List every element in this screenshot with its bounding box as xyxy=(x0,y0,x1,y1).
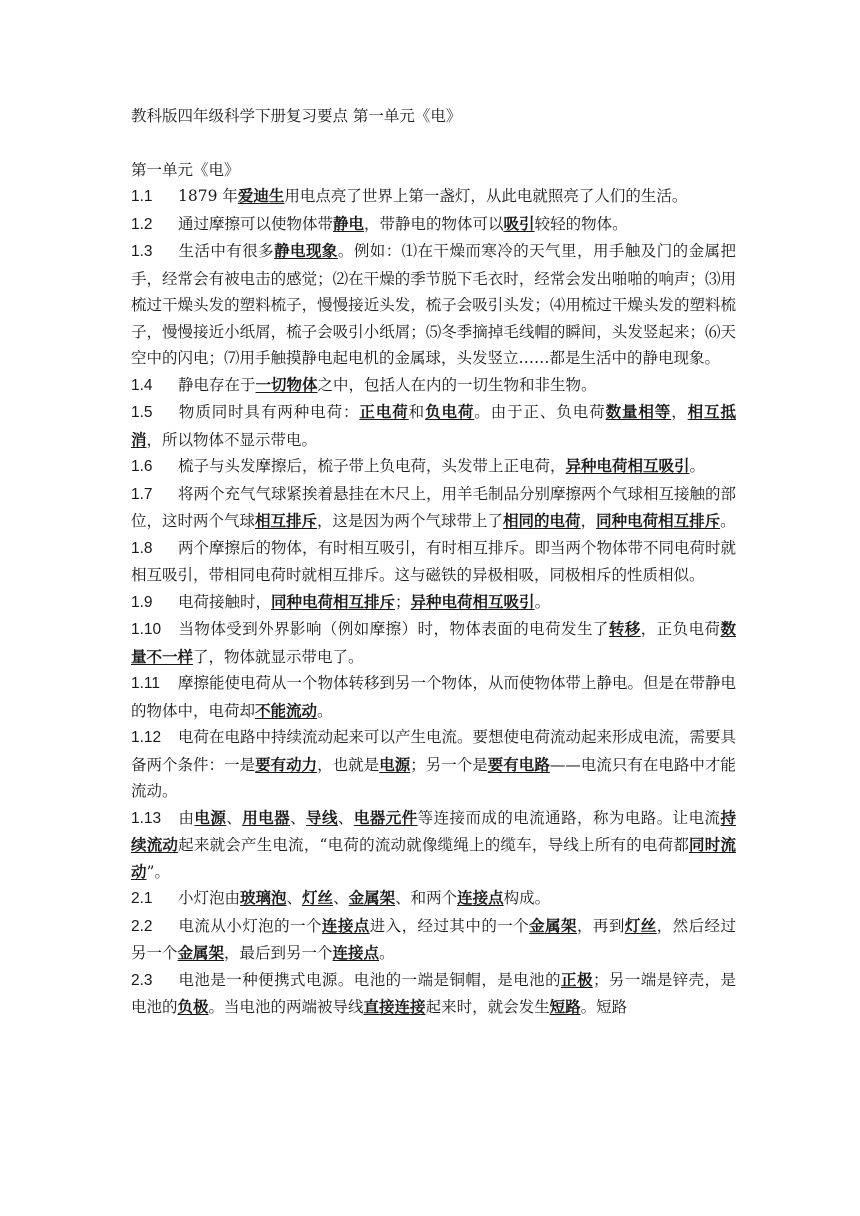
key-term: 不能流动 xyxy=(255,700,318,720)
paragraph-number: 1.13 xyxy=(131,809,162,827)
paragraph xyxy=(131,481,736,535)
key-term: 吸引 xyxy=(503,213,535,233)
paragraph-number: 1.5 xyxy=(131,404,153,421)
paragraph-text: 。短路 xyxy=(580,998,628,1016)
key-term: 要有动力 xyxy=(255,754,318,774)
paragraph-text: 、 xyxy=(337,808,354,827)
paragraph-text: 当物体受到外界影响（例如摩擦）时，物体表面的电荷发生了 xyxy=(178,620,609,638)
paragraph-text: ， xyxy=(671,403,688,421)
paragraph-text: 。当电池的两端被导线 xyxy=(208,998,364,1016)
paragraph-number: 1.10 xyxy=(131,621,162,638)
paragraph-text: ，所以物体不显示带电。 xyxy=(146,430,318,449)
paragraph-text: ”。 xyxy=(146,862,170,881)
paragraph-text: 和 xyxy=(408,403,426,421)
paragraph xyxy=(131,211,736,239)
paragraph xyxy=(131,724,736,805)
key-term: 用电器 xyxy=(242,807,291,827)
paragraph xyxy=(131,183,736,211)
key-term: 持续流动 xyxy=(131,807,736,854)
key-term: 金属架 xyxy=(529,915,577,935)
paragraph-text: 、 xyxy=(226,808,243,827)
paragraph-text: 电池是一种便携式电源。电池的一端是铜帽，是电池的 xyxy=(178,970,562,989)
paragraph xyxy=(131,589,736,617)
key-term: 直接连接 xyxy=(363,997,426,1016)
key-term: 同种电荷相互排斥 xyxy=(271,591,396,611)
key-term: 负电荷 xyxy=(425,402,475,421)
paragraph-text: 通过摩擦可以使物体带 xyxy=(178,214,334,233)
paragraph xyxy=(131,616,736,670)
key-term: 灯丝 xyxy=(624,915,657,935)
key-term: 导线 xyxy=(306,807,338,827)
key-term: 电器元件 xyxy=(353,807,418,827)
paragraph-text: 。 xyxy=(379,944,395,962)
paragraph-text: 电荷在电路中持续流动起来可以产生电流。要想使电荷流动起来形成电流，需要具备两个条件：一是 xyxy=(131,728,737,774)
paragraph-text: 。 xyxy=(317,701,333,720)
key-term: 异种电荷相互吸引 xyxy=(565,456,690,475)
key-term: 一切物体 xyxy=(255,374,318,394)
paragraph-number: 1.11 xyxy=(131,675,161,692)
paragraph-number: 1.2 xyxy=(131,215,153,233)
paragraph-text: 。 xyxy=(689,457,706,475)
key-term: 连接点 xyxy=(332,943,380,962)
key-term: 异种电荷相互吸引 xyxy=(410,591,535,611)
paragraph-number: 2.1 xyxy=(131,890,153,907)
paragraph xyxy=(131,670,736,724)
paragraph-text: 电荷接触时， xyxy=(178,592,272,611)
paragraph xyxy=(131,535,736,589)
paragraph-text: ，正负电荷 xyxy=(640,620,721,638)
paragraph-text: 静电存在于 xyxy=(178,375,256,394)
paragraph-text: ，带静电的物体可以 xyxy=(364,214,504,233)
key-term: 灯丝 xyxy=(302,888,334,907)
paragraph-text: 用电点亮了世界上第一盏灯，从此电就照亮了人们的生活。 xyxy=(284,187,688,205)
key-term: 金属架 xyxy=(177,943,225,962)
key-term: 相同的电荷 xyxy=(503,511,581,530)
paragraph xyxy=(131,805,736,886)
paragraph-text: ，然后经过另一个 xyxy=(131,916,736,962)
paragraph-text: 电流从小灯泡的一个 xyxy=(178,916,322,935)
key-term: 连接点 xyxy=(457,888,504,907)
paragraph-text: 。 xyxy=(534,592,551,611)
key-term: 电源 xyxy=(194,807,227,827)
key-term: 爱迪生 xyxy=(237,186,285,205)
paragraph-text: 两个摩擦后的物体，有时相互吸引，有时相互排斥。即当两个物体带不同电荷时就相互吸引，带相同电荷时就相互排斥。这与磁铁的异极相吸，同极相斥的性质相似。 xyxy=(131,538,737,584)
paragraph-text: 。例如：⑴在干燥而寒冷的天气里，用手触及门的金属把手，经常会有被电击的感觉；⑵在干燥的季节脱下毛衣时，经常会发出啪啪的响声；⑶用梳过干燥头发的塑料梳子，慢慢接近头发，梳子会吸引头发；⑷用梳过干燥头发的塑料梳子，慢慢接近小纸屑，梳子会吸引小纸屑；⑸冬季摘掉毛线帽的瞬间，头发竖起来；⑹天空中的闪电；⑺用手触摸静电起电机的金属球，头发竖立……都是生活中的静电现象。 xyxy=(131,242,736,367)
key-term: 转移 xyxy=(608,619,641,638)
paragraph-text: 进入，经过其中的一个 xyxy=(369,916,530,935)
paragraph-text: 构成。 xyxy=(503,889,551,907)
paragraph-number: 1.1 xyxy=(131,188,153,205)
key-term: 同时流动 xyxy=(131,835,736,881)
key-term: 电源 xyxy=(379,754,411,774)
paragraph-text: ； xyxy=(395,592,411,611)
key-term: 正极 xyxy=(561,969,593,989)
key-term: 相互抵消 xyxy=(131,402,736,449)
paragraph-text: 生活中有很多 xyxy=(178,242,275,260)
paragraph-text: 了，物体就显示带电了。 xyxy=(193,647,364,666)
paragraph-text: ，再到 xyxy=(576,916,625,935)
paragraph-list xyxy=(131,183,736,1021)
paragraph-number: 1.3 xyxy=(131,243,153,260)
paragraph xyxy=(131,453,736,481)
paragraph-number: 2.3 xyxy=(131,971,153,989)
paragraph-text: 等连接而成的电流通路，称为电路。让电流 xyxy=(417,808,721,827)
paragraph-text: ，最后到另一个 xyxy=(224,944,333,962)
paragraph xyxy=(131,372,736,400)
paragraph-text: 较轻的物体。 xyxy=(534,214,628,233)
paragraph xyxy=(131,885,736,913)
key-term: 连接点 xyxy=(321,915,370,935)
key-term: 负极 xyxy=(177,997,209,1016)
key-term: 要有电路 xyxy=(487,754,550,774)
paragraph-text: ；另一个是 xyxy=(410,755,488,774)
paragraph xyxy=(131,399,736,453)
paragraph-text: ；另一端是锌壳，是电池的 xyxy=(131,970,736,1016)
paragraph-text: ——电流只有在电路中才能流动。 xyxy=(131,755,736,800)
document-body xyxy=(131,103,736,1021)
key-term: 静电 xyxy=(333,213,365,233)
key-term: 正电荷 xyxy=(359,402,409,421)
key-term: 静电现象 xyxy=(274,241,338,260)
paragraph-text: 、 xyxy=(290,808,307,827)
paragraph-number: 2.2 xyxy=(131,917,153,935)
unit-heading: 第一单元《电》 xyxy=(131,161,240,179)
paragraph-number: 1.7 xyxy=(131,485,153,503)
key-term: 数量相等 xyxy=(605,402,672,421)
paragraph-number: 1.9 xyxy=(131,593,153,611)
paragraph-number: 1.8 xyxy=(131,539,153,557)
paragraph-text: 1879 年 xyxy=(178,187,238,205)
paragraph-number: 1.4 xyxy=(131,376,153,394)
paragraph-text: 、 xyxy=(333,889,349,907)
key-term: 相互排斥 xyxy=(255,511,318,530)
paragraph-text: 梳子与头发摩擦后，梳子带上负电荷，头发带上正电荷， xyxy=(178,457,566,475)
key-term: 短路 xyxy=(549,997,581,1016)
paragraph xyxy=(131,238,736,372)
paragraph xyxy=(131,913,736,967)
paragraph-text: 、和两个 xyxy=(395,889,458,907)
paragraph-text: 物质同时具有两种电荷： xyxy=(178,403,360,421)
paragraph-text: 。由于正、负电荷 xyxy=(474,403,606,421)
key-term: 金属架 xyxy=(348,888,396,907)
paragraph-text: 之中，包括人在内的一切生物和非生物。 xyxy=(317,375,597,394)
paragraph-text: 起来时，就会发生 xyxy=(425,998,550,1016)
paragraph-text: ，这是因为两个气球带上了 xyxy=(317,512,504,530)
paragraph-text: 小灯泡由 xyxy=(178,889,241,907)
paragraph-text: 。 xyxy=(720,512,736,530)
paragraph-text: 由 xyxy=(178,808,195,827)
paragraph-text: 摩擦能使电荷从一个物体转移到另一个物体，从而使物体带上静电。但是在带静电的物体中，电荷却 xyxy=(131,674,737,720)
key-term: 玻璃泡 xyxy=(240,888,287,907)
key-term: 数量不一样 xyxy=(131,619,736,666)
paragraph-number: 1.6 xyxy=(131,458,153,475)
paragraph-text: ， xyxy=(580,512,597,530)
paragraph-text: 、 xyxy=(286,889,303,907)
paragraph-text: 将两个充气气球紧挨着悬挂在木尺上，用羊毛制品分别摩擦两个气球相互接触的部位，这时两个气球 xyxy=(131,484,737,530)
document-title: 教科版四年级科学下册复习要点 第一单元《电》 xyxy=(131,107,462,125)
key-term: 同种电荷相互排斥 xyxy=(596,511,721,530)
paragraph-number: 1.12 xyxy=(131,729,162,746)
paragraph xyxy=(131,967,736,1021)
paragraph-text: 起来就会产生电流，“电荷的流动就像缆绳上的缆车，导线上所有的电荷都 xyxy=(178,836,690,854)
paragraph-text: ，也就是 xyxy=(317,755,380,774)
